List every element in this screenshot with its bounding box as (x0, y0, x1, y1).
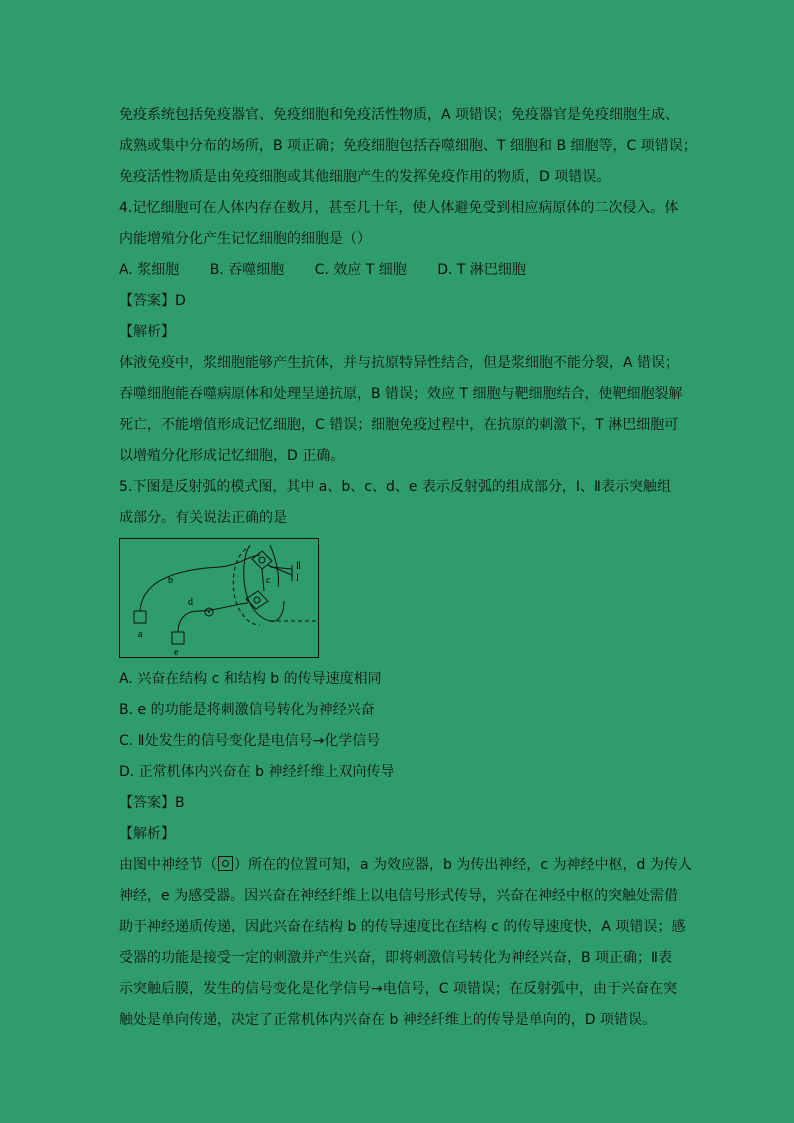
question-5-stem: 成部分。有关说法正确的是 (119, 510, 287, 526)
label-c: c (266, 575, 271, 586)
text-line: 免疫活性物质是由免疫细胞或其他细胞产生的发挥免疫作用的物质，D 项错误。 (119, 169, 611, 185)
question-5-answer: 【答案】B (119, 795, 185, 811)
interneuron (262, 569, 264, 591)
ganglion-symbol-icon (218, 856, 233, 871)
lower-neuron (246, 591, 268, 609)
text-line (119, 850, 692, 881)
text-fragment: ）所在的位置可知，a 为效应器，b 为传出神经，c 为神经中枢，d 为传人 (234, 857, 692, 873)
pointer-line-2 (270, 567, 292, 569)
label-a: a (138, 629, 143, 640)
pointer-line-1 (268, 565, 292, 575)
reflex-arc-svg (120, 539, 318, 657)
question-5-option-b: B. e 的功能是将刺激信号转化为神经兴奋 (119, 702, 375, 718)
text-line: 体液免疫中，浆细胞能够产生抗体，并与抗原特异性结合，但是浆细胞不能分裂，A 错误； (119, 355, 680, 371)
text-line: 死亡，不能增值形成记忆细胞，C 错误；细胞免疫过程中，在抗原的刺激下，T 淋巴细胞可 (119, 417, 679, 433)
question-4-analysis-label: 【解析】 (119, 324, 175, 340)
lower-neuron-nucleus (254, 597, 260, 603)
text-line: 受器的功能是接受一定的刺激并产生兴奋，即将刺激信号转化为神经兴奋，B 项正确；Ⅱ表 (119, 950, 672, 966)
text-line: 神经，e 为感受器。因兴奋在神经纤维上以电信号形式传导，兴奋在神经中枢的突触处需借 (119, 888, 679, 904)
question-5-stem: 5.下图是反射弧的模式图，其中 a、b、c、d、e 表示反射弧的组成部分，Ⅰ、Ⅱ表示突触组 (119, 479, 671, 495)
upper-neuron (252, 551, 272, 569)
question-4-answer: 【答案】D (119, 293, 186, 309)
reflex-arc-diagram (119, 538, 319, 658)
question-4-stem: 4.记忆细胞可在人体内存在数月，甚至几十年，使人体避免受到相应病原体的二次侵入。体 (119, 200, 679, 216)
label-b: b (168, 575, 173, 586)
option-a: A. 浆细胞 (119, 262, 180, 278)
text-line: 吞噬细胞能吞噬病原体和处理呈递抗原，B 错误；效应 T 细胞与靶细胞结合，使靶细胞裂解 (119, 386, 683, 402)
text-line: 成熟或集中分布的场所，B 项正确；免疫细胞包括吞噬细胞、T 细胞和 B 细胞等，C 项错误； (119, 138, 697, 154)
spinal-cord-outline (233, 549, 260, 625)
ganglion-dot (208, 611, 210, 613)
label-roman-1: Ⅰ (296, 573, 299, 584)
question-4-stem: 内能增殖分化产生记忆细胞的细胞是（） (119, 231, 371, 247)
question-5-option-c: C. Ⅱ处发生的信号变化是电信号→化学信号 (119, 733, 381, 749)
option-d: D. T 淋巴细胞 (437, 262, 526, 278)
efferent-nerve-b (140, 555, 260, 611)
question-5-analysis-label: 【解析】 (119, 826, 175, 842)
label-roman-2: Ⅱ (296, 561, 301, 572)
text-line: 触处是单向传递，决定了正常机体内兴奋在 b 神经纤维上的传导是单向的，D 项错误。 (119, 1012, 657, 1028)
option-c: C. 效应 T 细胞 (314, 262, 407, 278)
upper-neuron-nucleus (259, 557, 265, 563)
question-5-option-a: A. 兴奋在结构 c 和结构 b 的传导速度相同 (119, 671, 382, 687)
text-line: 示突触后膜，发生的信号变化是化学信号→电信号，C 项错误；在反射弧中，由于兴奋在突 (119, 981, 677, 997)
text-line: 免疫系统包括免疫器官、免疫细胞和免疫活性物质，A 项错误；免疫器官是免疫细胞生成、 (119, 107, 680, 123)
text-line: 以增殖分化形成记忆细胞，D 正确。 (119, 448, 345, 464)
text-line: 助于神经递质传递，因此兴奋在结构 b 的传导速度比在结构 c 的传导速度快，A 项错误；感 (119, 919, 686, 935)
question-4-options (119, 255, 679, 286)
document-page (119, 100, 697, 1036)
label-d: d (188, 597, 193, 608)
receptor-box (172, 632, 184, 644)
effector-box (134, 611, 146, 623)
text-fragment: 由图中神经节（ (119, 857, 217, 873)
option-b: B. 吞噬细胞 (209, 262, 285, 278)
question-5-option-d: D. 正常机体内兴奋在 b 神经纤维上双向传导 (119, 764, 395, 780)
label-e: e (174, 647, 179, 657)
